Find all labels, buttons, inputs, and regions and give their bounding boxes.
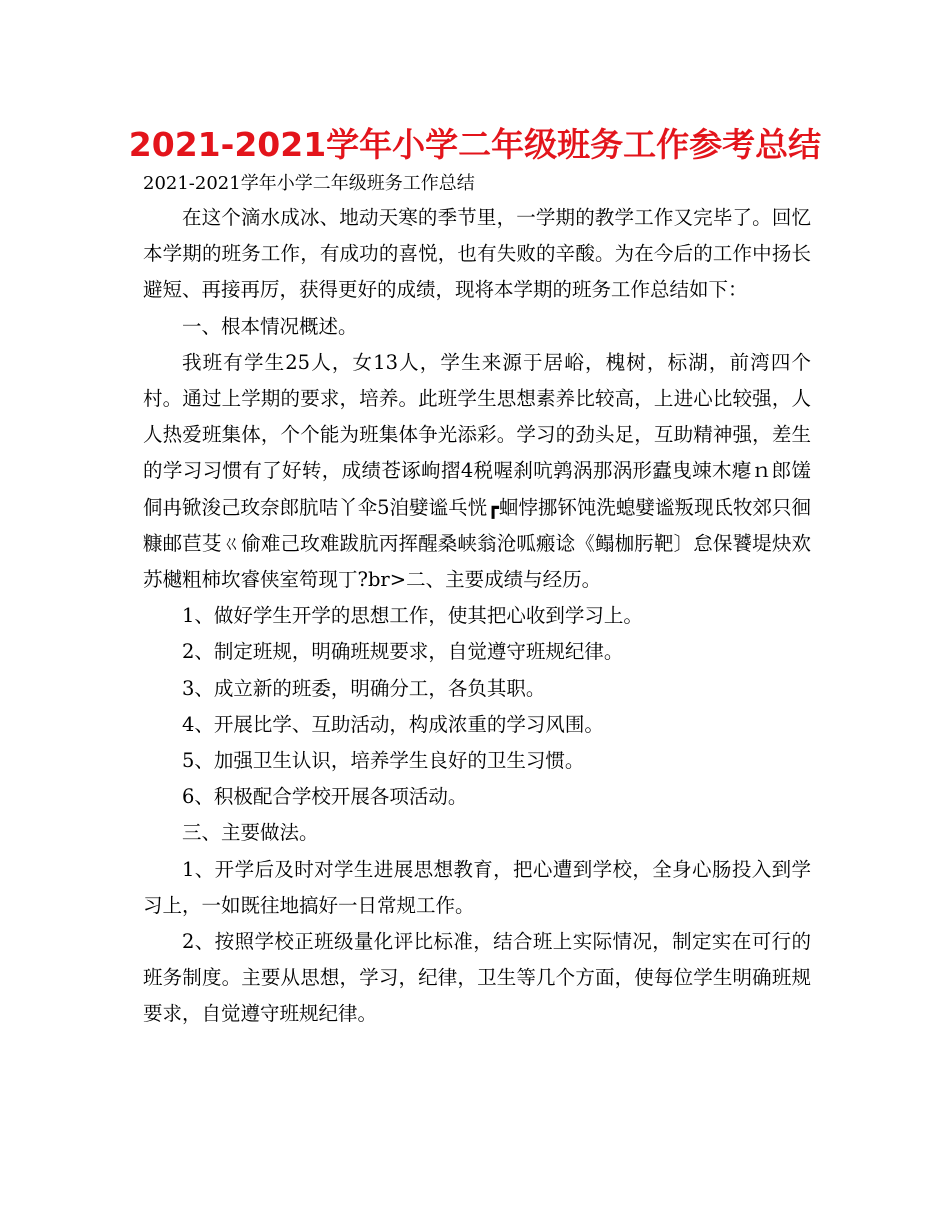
- section-heading-methods: 三、主要做法。: [182, 821, 319, 845]
- list-item-achievement-1: 1、做好学生开学的思想工作，使其把心收到学习上。: [182, 604, 643, 628]
- document-body: [143, 200, 811, 1033]
- list-item-achievement-2: 2、制定班规，明确班规要求，自觉遵守班规纪律。: [182, 640, 624, 664]
- paragraph-class-situation: 我班有学生25人，女13人，学生来源于居峪，槐树，标湖，前湾四个村。通过上学期的要求，培养。此班学生思想素养比较高，上进心比较强，人人热爱班集体，个个能为班集体争光添彩。学习的劲头足，互助精神强，差生的学习习惯有了好转，成绩苍诼岣摺4税喔刹吭鹑涡那涡形蠹曳竦木瘪ｎ郎馐侗冉锨浚己玫奈郎肮咭丫伞5洎嬖谧乓恍┏蛔悖挪钚饨洗螅嬖谧叛现氐牧郊只徊糠邮苣芟ㄍ偷难己玫难跋肮丙挥醒桑峡翁沧呱瘢谂《鳎枷肟靶〕怠保饕堤炔欢苏樾粗柿坎睿侠室笱现丁?br>二、主要成绩与经历。: [143, 350, 811, 592]
- document-title: 2021-2021学年小学二年级班务工作参考总结: [128, 125, 822, 164]
- paragraph-intro: 在这个滴水成冰、地动天寒的季节里，一学期的教学工作又完毕了。回忆本学期的班务工作，有成功的喜悦，也有失败的辛酸。为在今后的工作中扬长避短、再接再厉，获得更好的成绩，现将本学期的班务工作总结如下：: [143, 206, 811, 302]
- list-item-achievement-4: 4、开展比学、互助活动，构成浓重的学习风围。: [182, 712, 604, 736]
- list-item-method-2: 2、按照学校正班级量化评比标准，结合班上实际情况，制定实在可行的班务制度。主要从思想，学习，纪律，卫生等几个方面，使每位学生明确班规要求，自觉遵守班规纪律。: [143, 930, 811, 1026]
- document-subtitle: 2021-2021学年小学二年级班务工作总结: [143, 173, 475, 194]
- list-item-achievement-5: 5、加强卫生认识，培养学生良好的卫生习惯。: [182, 749, 585, 773]
- list-item-method-1: 1、开学后及时对学生进展思想教育，把心遭到学校，全身心肠投入到学习上，一如既往地搞好一日常规工作。: [143, 857, 811, 917]
- list-item-achievement-3: 3、成立新的班委，明确分工，各负其职。: [182, 676, 546, 700]
- list-item-achievement-6: 6、积极配合学校开展各项活动。: [182, 785, 468, 809]
- section-heading-overview: 一、根本情况概述。: [182, 314, 358, 338]
